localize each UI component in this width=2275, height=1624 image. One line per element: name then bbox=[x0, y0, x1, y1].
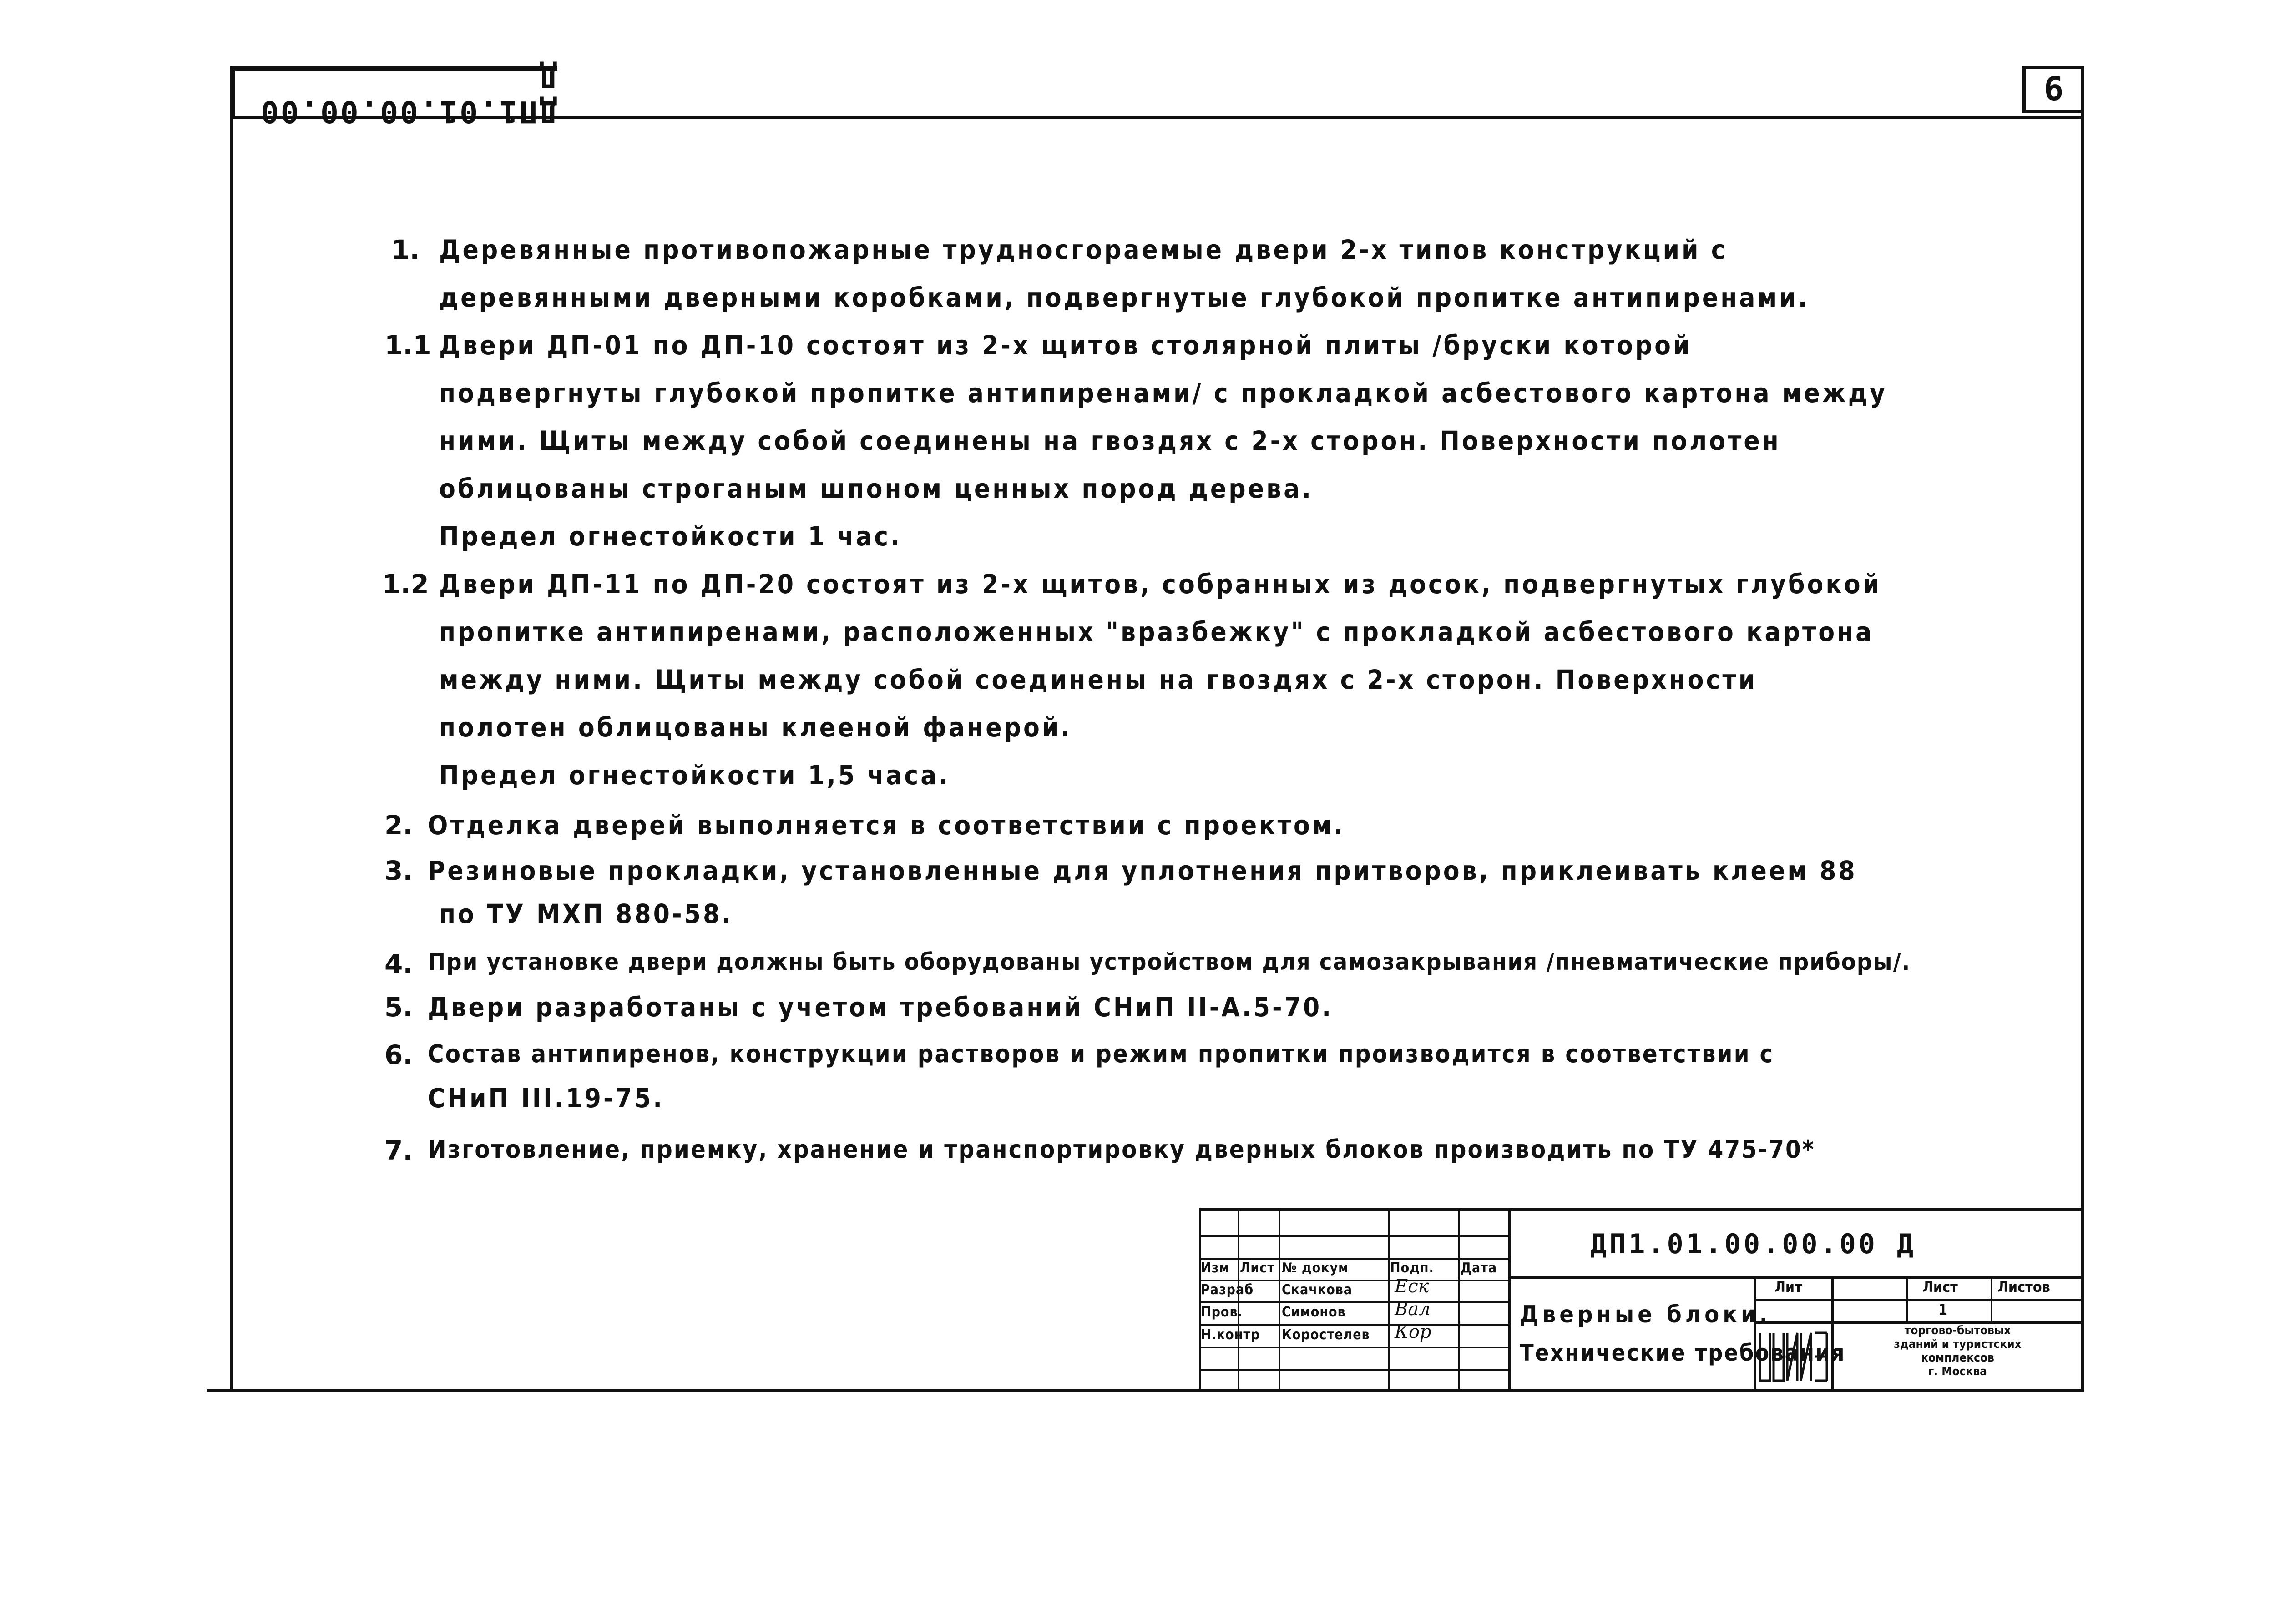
text-line: подвергнуты глубокой пропитке антипиренами/ с прокладкой асбестового картона между bbox=[439, 378, 1887, 409]
text-line: Двери разработаны с учетом требований СНиП II-А.5-70. bbox=[428, 992, 1334, 1023]
institute-logo bbox=[1756, 1324, 1831, 1387]
organization-line: комплексов bbox=[1921, 1351, 1994, 1365]
text-line: Предел огнестойкости 1 час. bbox=[439, 521, 902, 552]
title-block bbox=[1199, 1208, 2084, 1392]
sheet-header: Лист bbox=[1922, 1278, 1958, 1296]
signature: Вал bbox=[1395, 1299, 1431, 1320]
header-code-upside-down bbox=[232, 59, 557, 130]
signature: Еск bbox=[1395, 1276, 1429, 1297]
text-line: по ТУ МХП 880-58. bbox=[439, 898, 733, 929]
text-line: ними. Щиты между собой соединены на гвоздях с 2-х сторон. Поверхности полотен bbox=[439, 425, 1781, 456]
text-line: СНиП III.19-75. bbox=[428, 1083, 665, 1114]
paragraph-number: 7. bbox=[384, 1135, 413, 1166]
text-line: полотен облицованы клееной фанерой. bbox=[439, 712, 1072, 743]
sheets-header: Листов bbox=[1997, 1278, 2050, 1296]
text-line: Двери ДП-11 по ДП-20 состоят из 2-х щитов, собранных из досок, подвергнутых глубокой bbox=[439, 569, 1882, 600]
lit-header: Лит bbox=[1774, 1278, 1802, 1296]
bottom-border-extension bbox=[207, 1389, 234, 1392]
grid-line bbox=[1199, 1369, 1508, 1371]
grid-line bbox=[1199, 1258, 1508, 1260]
paragraph-number: 1.2 bbox=[382, 569, 429, 600]
column-header: Дата bbox=[1461, 1260, 1497, 1276]
document-code: ДП1.01.00.00.00 Д bbox=[1590, 1228, 1916, 1260]
paragraph-number: 6. bbox=[384, 1039, 413, 1070]
grid-line bbox=[1199, 1301, 1508, 1303]
text-line: между ними. Щиты между собой соединены на гвоздях с 2-х сторон. Поверхности bbox=[439, 664, 1758, 695]
role-label: Н.контр bbox=[1201, 1327, 1260, 1343]
paragraph-number: 2. bbox=[384, 810, 413, 841]
grid-line bbox=[1508, 1208, 1511, 1392]
column-header: Изм bbox=[1201, 1260, 1230, 1276]
organization-line: зданий и туристских bbox=[1894, 1337, 2022, 1351]
role-label: Пров. bbox=[1201, 1304, 1243, 1320]
text-line: пропитке антипиренами, расположенных "вразбежку" с прокладкой асбестового картона bbox=[439, 616, 1874, 647]
grid-line bbox=[1199, 1280, 1508, 1281]
column-header: Подп. bbox=[1390, 1260, 1434, 1276]
header-code-text: ДП1.01.00.00.00 Д bbox=[258, 59, 557, 130]
grid-line bbox=[1199, 1235, 1508, 1237]
column-header: № докум bbox=[1282, 1260, 1349, 1276]
text-line: Предел огнестойкости 1,5 часа. bbox=[439, 760, 950, 791]
drawing-title: Дверные блоки. bbox=[1520, 1301, 1771, 1328]
signature: Кор bbox=[1395, 1321, 1431, 1342]
text-line: Состав антипиренов, конструкции растворов и режим пропитки производится в соответствии с bbox=[428, 1039, 1774, 1068]
text-line: При установке двери должны быть оборудованы устройством для самозакрывания /пневматические приборы/. bbox=[428, 948, 1911, 976]
text-line: Изготовление, приемку, хранение и транспортировку дверных блоков производить по ТУ 475-70* bbox=[428, 1135, 1815, 1164]
grid-line bbox=[1754, 1299, 2084, 1301]
grid-line bbox=[1199, 1324, 1508, 1326]
organization-line: г. Москва bbox=[1928, 1365, 1987, 1378]
column-header: Лист bbox=[1240, 1260, 1275, 1276]
paragraph-number: 1. bbox=[391, 234, 420, 265]
text-line: Резиновые прокладки, установленные для уплотнения притворов, приклеивать клеем 88 bbox=[428, 855, 1857, 886]
paragraph-number: 1.1 bbox=[384, 330, 431, 361]
text-line: облицованы строганым шпоном ценных пород дерева. bbox=[439, 473, 1314, 504]
text-line: Деревянные противопожарные трудносгораемые двери 2-х типов конструкций с bbox=[439, 234, 1728, 265]
organization-name bbox=[1834, 1324, 2082, 1378]
role-label: Разраб bbox=[1201, 1282, 1254, 1298]
sheet-value: 1 bbox=[1938, 1301, 1948, 1318]
organization-line: торгово-бытовых bbox=[1904, 1324, 2011, 1337]
sheet-number-box bbox=[2022, 67, 2082, 113]
text-line: Отделка дверей выполняется в соответствии с проектом. bbox=[428, 810, 1345, 841]
paragraph-number: 5. bbox=[384, 992, 413, 1023]
paragraph-number: 4. bbox=[384, 948, 413, 979]
grid-line bbox=[2082, 1276, 2084, 1392]
sheet-number: 6 bbox=[2043, 69, 2064, 108]
grid-line bbox=[1199, 1347, 1508, 1348]
person-name: Коростелев bbox=[1282, 1327, 1370, 1343]
person-name: Симонов bbox=[1282, 1304, 1346, 1320]
text-line: Двери ДП-01 по ДП-10 состоят из 2-х щитов столярной плиты /бруски которой bbox=[439, 330, 1692, 361]
paragraph-number: 3. bbox=[384, 855, 413, 886]
person-name: Скачкова bbox=[1282, 1282, 1353, 1298]
drawing-subtitle: Технические требования bbox=[1520, 1340, 1846, 1366]
text-line: деревянными дверными коробками, подвергнутые глубокой пропитке антипиренами. bbox=[439, 282, 1810, 313]
ciep-logo-icon bbox=[1756, 1324, 1831, 1387]
